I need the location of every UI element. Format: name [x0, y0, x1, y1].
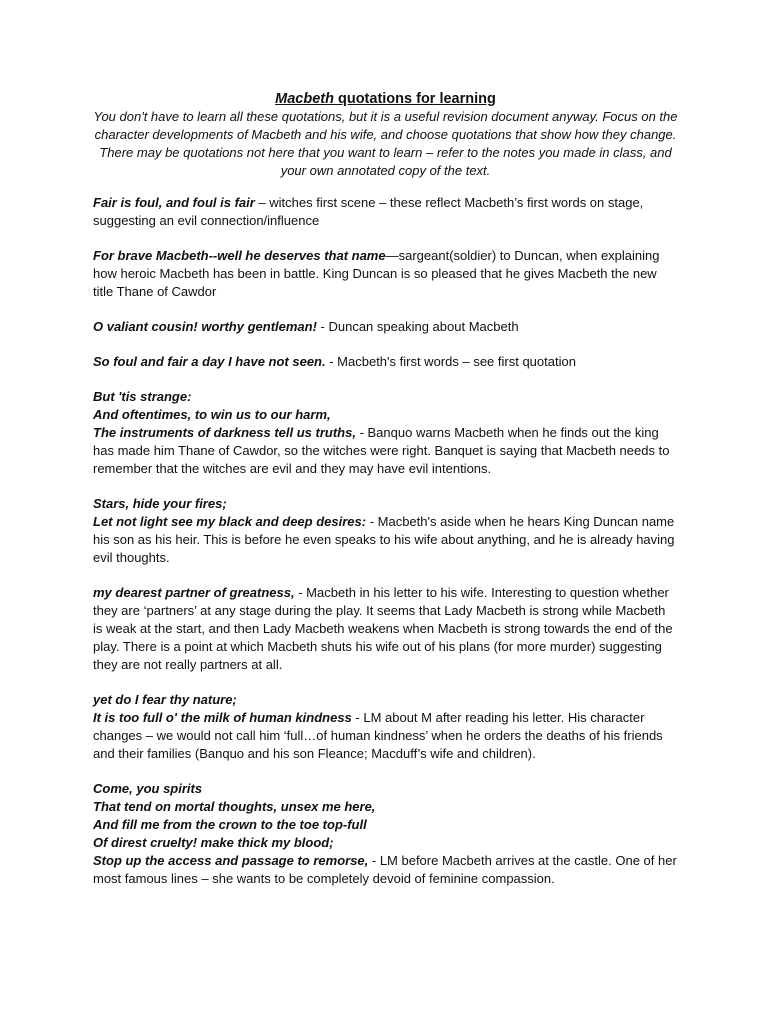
quotation-comment: - Banquo warns Macbeth when he finds out the king has made him Thane of Cawdor, so the witches were right. Banquet is saying that Macbeth needs to remember that the witches are evil and they may have evil intentions.: [93, 425, 670, 476]
quotation-entry: [93, 194, 678, 230]
quotation-entry: [93, 584, 678, 674]
document-title: [93, 90, 678, 108]
document-header: [93, 90, 678, 180]
document-intro: You don't have to learn all these quotations, but it is a useful revision document anyway. Focus on the character developments of Macbeth and his wife, and choose quotations that show how they change. There may be quotations not here that you want to learn – refer to the notes you made in class, and your own annotated copy of the text.: [93, 109, 678, 178]
quotation-text: Of direst cruelty! make thick my blood;: [93, 835, 334, 850]
quotation-entry: [93, 495, 678, 567]
quotation-text: Come, you spirits: [93, 781, 203, 796]
quotation-text: For brave Macbeth--well he deserves that name: [93, 248, 386, 263]
quotation-text: And fill me from the crown to the toe top-full: [93, 817, 367, 832]
quotation-text: O valiant cousin! worthy gentleman!: [93, 319, 317, 334]
quotation-comment: - Duncan speaking about Macbeth: [316, 319, 519, 334]
quotation-text: The instruments of darkness tell us truths,: [93, 425, 356, 440]
quotation-text: Let not light see my black and deep desires:: [93, 514, 367, 529]
quotation-comment: – witches first scene – these reflect Macbeth’s first words on stage, suggesting an evil connection/influence: [93, 195, 644, 228]
quotation-text: So foul and fair a day I have not seen.: [93, 354, 326, 369]
quotation-text: Fair is foul, and foul is fair: [93, 195, 255, 210]
quotation-entry: [93, 388, 678, 478]
quotation-text: And oftentimes, to win us to our harm,: [93, 407, 331, 422]
quotation-text: It is too full o' the milk of human kindness: [93, 710, 352, 725]
quotation-text: yet do I fear thy nature;: [93, 692, 237, 707]
quotation-list: [93, 194, 678, 888]
quotation-entry: [93, 780, 678, 888]
title-rest: quotations for learning: [333, 91, 496, 107]
quotation-entry: [93, 247, 678, 301]
quotation-comment: - LM before Macbeth arrives at the castle. One of her most famous lines – she wants to be completely devoid of feminine compassion.: [93, 853, 677, 886]
title-play-name: Macbeth: [275, 91, 334, 107]
quotation-text: Stop up the access and passage to remorse,: [93, 853, 369, 868]
quotation-entry: [93, 691, 678, 763]
quotation-entry: [93, 318, 678, 336]
document-page: [93, 90, 678, 905]
quotation-comment: - Macbeth's aside when he hears King Duncan name his son as his heir. This is before he even speaks to his wife about anything, and he is already having evil thoughts.: [93, 514, 675, 565]
quotation-text: But 'tis strange:: [93, 389, 192, 404]
quotation-comment: - LM about M after reading his letter. His character changes – we would not call him ‘full…of human kindness’ when he orders the deaths of his friends and their families (Banquo and his son Fleance; Macduff’s wife and children).: [93, 710, 663, 761]
quotation-entry: [93, 353, 678, 371]
quotation-comment: - Macbeth in his letter to his wife. Interesting to question whether they are ‘partners’ at any stage during the play. It seems that Lady Macbeth is strong while Macbeth is weak at the start, and then Lady Macbeth weakens when Macbeth is strong towards the end of the play. There is a point at which Macbeth shuts his wife out of his plans (for more murder) suggesting they are not really partners at all.: [93, 585, 673, 672]
quotation-text: Stars, hide your fires;: [93, 496, 227, 511]
quotation-text: That tend on mortal thoughts, unsex me here,: [93, 799, 376, 814]
quotation-comment: —sargeant(soldier) to Duncan, when explaining how heroic Macbeth has been in battle. King Duncan is so pleased that he gives Macbeth the new title Thane of Cawdor: [93, 248, 660, 299]
quotation-comment: - Macbeth's first words – see first quotation: [325, 354, 576, 369]
quotation-text: my dearest partner of greatness,: [93, 585, 295, 600]
